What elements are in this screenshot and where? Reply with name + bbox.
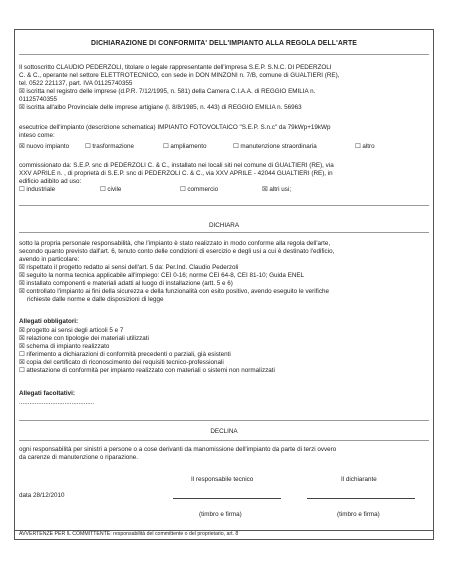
divider bbox=[19, 420, 429, 421]
dichiara-item-continuation: richieste dalle norme e dalle disposizioni di legge bbox=[27, 296, 164, 303]
dichiara-line: secondo quanto previsto dall'art. 6, tenuto conto delle condizioni di esercizio e degli usi a cui è destinato l'edificio, bbox=[19, 248, 335, 255]
timbro-firma-right: (timbro e firma) bbox=[337, 511, 380, 518]
option-altro: ☐ altro bbox=[355, 143, 375, 150]
allegato-item: ☐ riferimento a dichiarazioni di conformità precedenti o parziali, già esistenti bbox=[19, 351, 231, 358]
responsabile-tecnico-label: Il responsabile tecnico bbox=[191, 476, 254, 483]
allegato-item: ☒ progetto ai sensi degli articoli 5 e 7 bbox=[19, 327, 124, 334]
uso-commercio: ☐ commercio bbox=[180, 186, 219, 193]
intro-line: tel. 0522 221137, part. IVA 01125740355 bbox=[19, 80, 133, 87]
option-ampliamento: ☐ ampliamento bbox=[163, 143, 207, 150]
declina-heading: DECLINA bbox=[210, 428, 238, 435]
esecutrice-line: esecutrice dell'impianto (descrizione schematica) IMPIANTO FOTOVOLTAICO "S.E.P. S.n.c" da 79kWp+19kWp bbox=[19, 124, 331, 131]
dichiarante-label: Il dichiarante bbox=[341, 476, 377, 483]
dichiara-line: sotto la propria personale responsabilità, che l'impianto è stato realizzato in modo conforme alla regola dell'arte, bbox=[19, 240, 331, 247]
dichiara-heading: DICHIARA bbox=[208, 222, 240, 229]
commissionato-line: XXV APRILE n. , di proprietà di S.E.P. snc di PEDERZOLI C. & C., via XXV APRILE - 42044 GUALTIERI (RE), in bbox=[19, 170, 333, 177]
divider bbox=[19, 205, 429, 206]
intro-line: C. & C., operante nel settore ELETTROTECNICO, con sede in DON MINZONI n. 7/B, comune di GUALTIERI (RE), bbox=[19, 72, 340, 79]
declina-line: da carenze di manutenzione o riparazione. bbox=[19, 454, 139, 461]
uso-industriale: ☐ industriale bbox=[19, 186, 56, 193]
albo-artigiani-line: ☒ iscritta all'albo Provinciale delle imprese artigiane (l. 8/8/1985, n. 443) di REGGIO EMILIA n. 56963 bbox=[19, 104, 302, 111]
allegati-facoltativi-line: ........................................... bbox=[19, 399, 95, 406]
commissionato-line: edificio adibito ad uso: bbox=[19, 178, 82, 185]
uso-altri-usi: ☒ altri usi; bbox=[262, 186, 292, 193]
footer-note: AVVERTENZE PER IL COMMITTENTE: responsabilità del committente o del proprietario, art. 8 bbox=[19, 531, 239, 537]
dichiara-item: ☒ controllato l'impianto ai fini della sicurezza e della funzionalità con esito positivo, avendo eseguito le verifiche bbox=[19, 288, 329, 295]
registro-imprese-line: ☒ iscritta nel registro delle imprese (d.P.R. 7/12/1995, n. 581) della Camera C.I.A.A. di REGGIO EMILIA n. bbox=[19, 88, 316, 95]
option-nuovo-impianto: ☒ nuovo impianto bbox=[19, 143, 70, 150]
signature-line-right bbox=[307, 498, 415, 499]
dichiara-item: ☒ installato componenti e materiali adatti al luogo di installazione (artt. 5 e 6) bbox=[19, 280, 233, 287]
timbro-firma-left: (timbro e firma) bbox=[199, 511, 242, 518]
dichiara-line: avendo in particolare: bbox=[19, 256, 80, 263]
allegato-item: ☐ attestazione di conformità per impianto realizzato con materiali o sistemi non normalizzati bbox=[19, 367, 275, 374]
allegato-item: ☒ schema di impianto realizzato bbox=[19, 343, 110, 350]
allegato-item: ☒ relazione con tipologie dei materiali utilizzati bbox=[19, 335, 149, 342]
document-title: DICHIARAZIONE DI CONFORMITA' DELL'IMPIANTO ALLA REGOLA DELL'ARTE bbox=[91, 40, 357, 47]
esecutrice-line: inteso come: bbox=[19, 132, 55, 139]
option-manutenzione-straordinaria: ☐ manutenzione straordinaria bbox=[233, 143, 317, 150]
signature-line-left bbox=[173, 498, 281, 499]
declina-line: ogni responsabilità per sinistri a persone o a cose derivanti da manomissione dell'impianto da parte di terzi ovvero bbox=[19, 446, 337, 453]
dichiara-item: ☒ seguito la norma tecnica applicabile all'impiego: CEI 0-16; norme CEI 64-8, CEI 81-10; Guida ENEL bbox=[19, 272, 305, 279]
dichiara-item: ☒ rispettato il progetto redatto ai sensi dell'art. 5 da: Per.Ind. Claudio Pederzoli bbox=[19, 264, 239, 271]
divider bbox=[19, 440, 429, 441]
option-trasformazione: ☐ trasformazione bbox=[85, 143, 135, 150]
allegati-facoltativi-heading: Allegati facoltativi: bbox=[19, 390, 75, 397]
divider bbox=[19, 54, 429, 55]
uso-civile: ☐ civile bbox=[100, 186, 122, 193]
commissionato-line: commissionato da: S.E.P. snc di PEDERZOLI C. & C., installato nei locali siti nel comune di GUALTIERI (RE), via bbox=[19, 162, 334, 169]
allegati-obbligatori-heading: Allegati obbligatori: bbox=[19, 318, 79, 325]
document-date: data 28/12/2010 bbox=[19, 492, 65, 499]
intro-line: Il sottoscritto CLAUDIO PEDERZOLI, titolare o legale rappresentante dell'impresa S.E.P. S.N.C. DI PEDERZOLI bbox=[19, 64, 332, 71]
divider bbox=[19, 232, 429, 233]
registro-imprese-number: 01125740355 bbox=[19, 96, 58, 103]
allegato-item: ☒ copia del certificato di riconoscimento dei requisiti tecnico-professionali bbox=[19, 359, 224, 366]
